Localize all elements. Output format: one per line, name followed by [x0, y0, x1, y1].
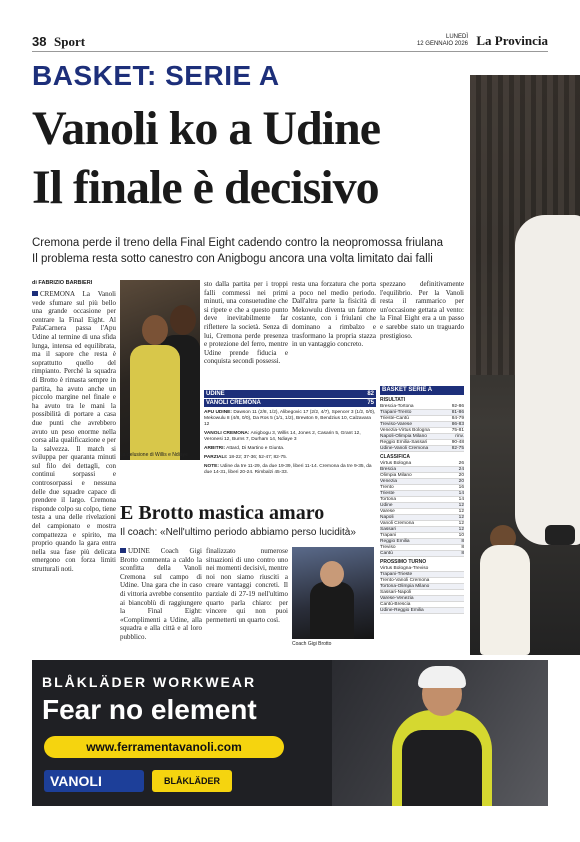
- team-name: Trapani: [380, 533, 397, 538]
- team-points: 14: [458, 497, 464, 502]
- team-name: Udine: [380, 503, 393, 508]
- secondary-subheadline: Il coach: «Nell'ultimo periodo abbiamo perso lucidità»: [120, 527, 356, 538]
- team-points: 8: [461, 539, 464, 544]
- article-column-5: spezzano definitivamente l'equilibrio. Per la Vanoli resta il rammarico per un'occasione gettata al vento: la Final Eight era a un passo e sarebbe stato un traguardo prestigioso.: [380, 280, 464, 340]
- coach-photo-caption: Coach Gigi Brotto: [292, 641, 332, 647]
- team-name: Virtus Bologna: [380, 461, 412, 466]
- secondary-headline: E Brotto mastica amaro: [120, 502, 325, 524]
- headline-line2: Il finale è decisivo: [32, 161, 379, 214]
- headline-line1: Vanoli ko a Udine: [32, 102, 381, 155]
- article-column-1: [32, 290, 116, 650]
- player-yellow-jersey: [130, 345, 180, 460]
- team-points: 14: [458, 491, 464, 496]
- team-row-home: [204, 390, 376, 398]
- player-head: [170, 305, 196, 335]
- article-column-3: sto dalla partita per i troppi falli commessi nei primi minuti, una consuetudine che si ripete e che a questo punto deve inevitabilmente far riflettere la società. Senza di lui, Cremona perde presenza e protezione del ferro, mentre Udine prende fiducia e conquista secondi possessi.: [204, 280, 288, 366]
- next-round-label: PROSSIMO TURNO: [380, 559, 427, 565]
- issue-date: [417, 34, 468, 48]
- team-name: Vanoli Cremona: [380, 521, 415, 526]
- article-column-4: resta una forzatura che porta a poco nel medio periodo. Dall'altra parte la fisicità di Mekowulu diventa un fattore costante, con i friulani che dominano a rimbalzo e trasformano la propria stazza in un vantaggio concreto.: [292, 280, 376, 349]
- team-points: 20: [458, 479, 464, 484]
- team-name: Brescia: [380, 467, 396, 472]
- classifica-row: [380, 551, 464, 557]
- next-match-row: Varese-Venezia: [380, 596, 464, 602]
- match-score: 86-83: [451, 422, 464, 427]
- team-name: Olimpia Milano: [380, 473, 412, 478]
- team-points: 10: [458, 533, 464, 538]
- match-name: Trapani-Trento: [380, 410, 412, 415]
- team-points: 20: [458, 473, 464, 478]
- next-match-row: Trento-Vanoli Cremona: [380, 578, 464, 584]
- next-match-row: Cantù-Brescia: [380, 602, 464, 608]
- team-points: 12: [458, 509, 464, 514]
- results-label: RISULTATI: [380, 397, 405, 403]
- issue-date-text: 12 GENNAIO 2026: [416, 41, 468, 47]
- team-name: Venezia: [380, 479, 398, 484]
- box-note: NOTE: Udine da tre 11-29, da due 19-39, liberi 11-14. Cremona da tre 9-35, da due 14-31, liberi 20-24. Rimbalzi 45-33.: [204, 464, 372, 475]
- team-name: Reggio Emilia: [380, 539, 410, 544]
- team-name: Trieste: [380, 491, 395, 496]
- match-name: Trieste-Cantù: [380, 416, 409, 421]
- team-points: 12: [458, 503, 464, 508]
- ad-worker-image: [332, 660, 548, 806]
- section-marker-icon: [120, 548, 126, 553]
- kicker: BASKET: SERIE A: [32, 60, 280, 91]
- worker-jacket: [402, 730, 482, 806]
- match-name: Venezia-Virtus Bologna: [380, 428, 430, 433]
- team-points: 8: [461, 551, 464, 556]
- next-match-row: Trapani-Trieste: [380, 572, 464, 578]
- team-score: 82: [367, 391, 374, 397]
- team-name: Treviso: [380, 545, 396, 550]
- team-name: Trento: [380, 485, 394, 490]
- player-head: [142, 315, 168, 345]
- team-row-away: [204, 399, 376, 407]
- team-points: 12: [458, 521, 464, 526]
- ad-url-link[interactable]: www.ferramentavanoli.com: [44, 736, 284, 758]
- standings-title: BASKET SERIE A: [380, 386, 464, 395]
- match-score: rinv.: [455, 434, 464, 439]
- ad-slogan: Fear no element: [42, 694, 257, 725]
- team-name: Sassari: [380, 527, 396, 532]
- vanoli-logo: VANOLI: [44, 770, 144, 792]
- advertisement[interactable]: [32, 660, 548, 806]
- ad-brand: BLÅKLÄDER WORKWEAR: [42, 674, 257, 690]
- brotto-column-2: finalizzato numerose situazioni di uno contro uno nei momenti decisivi, mentre noi non siamo riusciti a creare vantaggi concreti. Il parziale di 27-19 nell'ultimo quarto parla chiaro: per vincere qui non puoi permetterti un quarto così.: [206, 547, 288, 624]
- team-name: UDINE: [206, 391, 225, 397]
- team-points: 24: [458, 467, 464, 472]
- page-number: 38: [32, 34, 47, 49]
- next-round-list: [380, 566, 464, 614]
- match-name: Udine-Vanoli Cremona: [380, 446, 429, 451]
- match-score: 81-86: [451, 410, 464, 415]
- next-match-row: Virtus Bologna-Treviso: [380, 566, 464, 572]
- match-name: Reggio Emilia-Sassari: [380, 440, 428, 445]
- player-shoe: [545, 525, 575, 545]
- next-match-row: Udine-Reggio Emilia: [380, 608, 464, 614]
- players-photo: [120, 280, 200, 460]
- issue-day: LUNEDÌ: [445, 34, 468, 40]
- match-score: 90-48: [451, 440, 464, 445]
- newspaper-logo: La Provincia: [476, 33, 548, 48]
- team-score: 75: [367, 400, 374, 406]
- score-box: [204, 390, 376, 476]
- player-figure: [515, 215, 580, 545]
- player-figure-2: [480, 545, 530, 655]
- byline: di FABRIZIO BARBIERI: [32, 280, 93, 286]
- helmet-icon: [418, 666, 466, 688]
- col1-text: CREMONA La Vanoli vede sfumare sul più bello una grande occasione per centrare la Final Eight. Al PalaCarnera passa l'Apu Udine al termine di una sfida lunga, intensa ed equilibrata, ma il sapore che resta è soprattutto quello del rimpianto. Perché la squadra di Brotto è rimasta sempre in partita, ha avuto anche un piccolo margine nel finale e ha avuto tra le mani la possibilità di portare a casa due punti che avrebbero avuto un peso enorme nella corsa alla qualificazione e per la salvezza. Il match si sviluppa per quaranta minuti sul filo dei dettagli, con continui sorpassi e controsorpassi e nessuna delle due squadre capace di prendere il largo. Cremona risponde colpo su colpo, tiene testa a una delle rivelazioni del campionato e mostra compattezza e spirito, ma proprio quando la gara entra nella sua fase più delicata emergono con forza limiti strutturali noti.: [32, 290, 116, 573]
- team-points: 12: [458, 515, 464, 520]
- results-list: [380, 404, 464, 452]
- coach-photo: [292, 547, 374, 639]
- team-name: Varese: [380, 509, 395, 514]
- box-arbitri: ARBITRI: Attard, Di Martino e Giunta.: [204, 446, 285, 451]
- team-points: 26: [458, 461, 464, 466]
- coach-head: [320, 561, 344, 587]
- match-score: 82-75: [451, 446, 464, 451]
- team-points: 8: [461, 545, 464, 550]
- next-match-row: Sassari-Napoli: [380, 590, 464, 596]
- subheadline-1: Cremona perde il treno della Final Eight cadendo contro la neopromossa friulana: [32, 237, 444, 249]
- team-points: 16: [458, 485, 464, 490]
- match-score: 75-81: [451, 428, 464, 433]
- photo-caption: La delusione di Willis e Ndiaye: [120, 452, 188, 458]
- result-row: [380, 446, 464, 452]
- match-score: 92-86: [451, 404, 464, 409]
- team-name: Tortona: [380, 497, 396, 502]
- next-match-row: Tortona-Olimpia Milano: [380, 584, 464, 590]
- box-vanoli: VANOLI CREMONA: Anigbogu 3, Willis 14, Jones 2, Casarin 5, Grant 12, Veronesi 12, Burns 7, Durham 14, Ndiaye 3: [204, 431, 361, 442]
- classifica-list: [380, 461, 464, 557]
- brotto-column-1: [120, 547, 202, 647]
- team-points: 12: [458, 527, 464, 532]
- section-marker-icon: [32, 291, 38, 296]
- box-parziali: PARZIALI: 18-22; 37-36; 52-47; 82-75.: [204, 455, 288, 460]
- blaklader-logo: BLÅKLÄDER: [152, 770, 232, 792]
- brotto-col1-text: UDINE Coach Gigi Brotto commenta a caldo la sconfitta della Vanoli Cremona sul campo di Udine. Una gara che in caso di vittoria avrebbe consentito ai biancoblù di raggiungere la Final Eight: «Complimenti a Udine, alla squadra e alla città e al loro pubblico.: [120, 547, 202, 641]
- match-score: 84-79: [451, 416, 464, 421]
- main-photo: [470, 75, 580, 655]
- coach-body: [310, 582, 354, 639]
- team-name: Cantù: [380, 551, 393, 556]
- match-name: Napoli-Olimpia Milano: [380, 434, 427, 439]
- page-header: [32, 34, 548, 52]
- subheadline-2: Il problema resta sotto canestro con Anigbogu ancora una volta limitato dai falli: [32, 253, 433, 265]
- team-name: Napoli: [380, 515, 394, 520]
- box-apu: APU UDINE: Dawson 11 (2/8, 1/2), Alibegovic 17 (2/2, 4/7), Spencer 3 (1/2, 0/0), Mekowulu 8 (4/8, 0/0), Da Ros 5 (1/1, 1/2), Brewton 9, Bendzius 10, Calzavara 12: [204, 410, 376, 427]
- standings-box: [380, 386, 464, 614]
- match-name: Brescia-Tortona: [380, 404, 414, 409]
- classifica-label: CLASSIFICA: [380, 454, 410, 460]
- section-name: Sport: [54, 34, 86, 49]
- match-name: Treviso-Varese: [380, 422, 412, 427]
- team-name: VANOLI CREMONA: [206, 400, 261, 406]
